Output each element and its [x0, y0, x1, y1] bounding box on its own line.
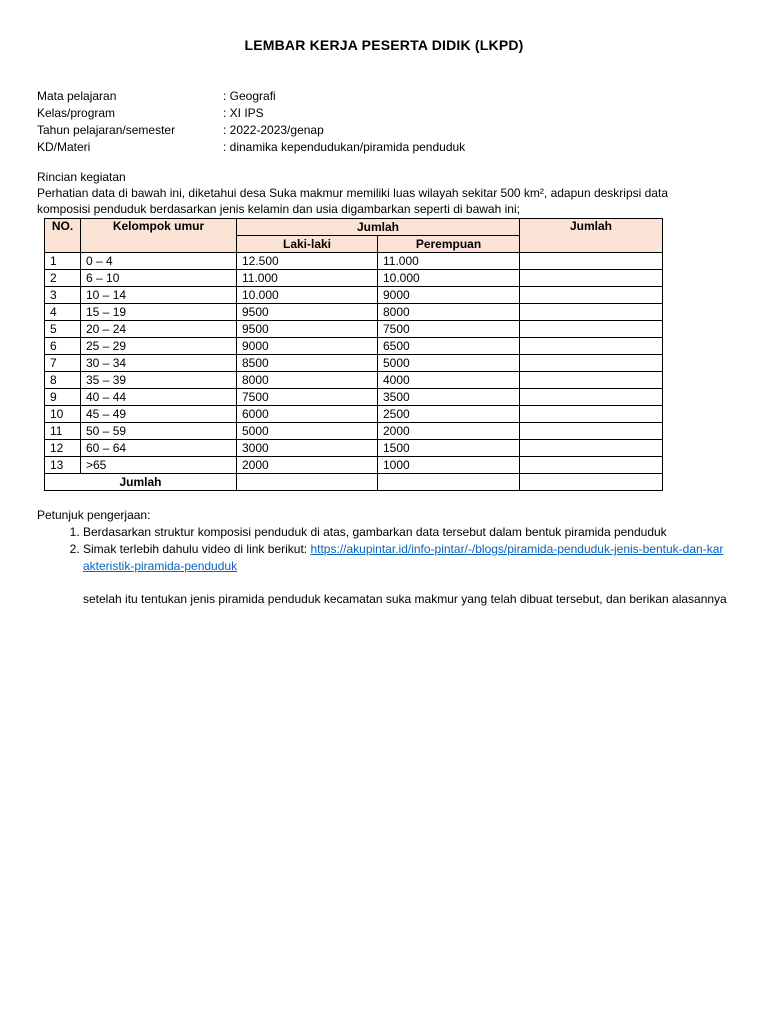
table-row: [45, 338, 663, 355]
cell-laki-laki: 8500: [237, 355, 378, 372]
table-row: [45, 423, 663, 440]
info-label: Mata pelajaran: [37, 89, 117, 103]
cell-jumlah: [520, 372, 663, 389]
cell-jumlah: [520, 304, 663, 321]
cell-kelompok-umur: 25 – 29: [81, 338, 237, 355]
cell-laki-laki: 5000: [237, 423, 378, 440]
rincian-heading: Rincian kegiatan: [37, 170, 126, 184]
instruction-text: Berdasarkan struktur komposisi penduduk di atas, gambarkan data tersebut dalam bentuk piramida penduduk: [83, 525, 667, 539]
cell-kelompok-umur: 10 – 14: [81, 287, 237, 304]
cell-no: 8: [45, 372, 81, 389]
cell-no: 12: [45, 440, 81, 457]
cell-laki-laki: 9500: [237, 304, 378, 321]
cell-laki-laki: 8000: [237, 372, 378, 389]
header-jumlah-group: Jumlah: [237, 219, 520, 236]
cell-no: 5: [45, 321, 81, 338]
info-label: KD/Materi: [37, 140, 91, 154]
table-row: [45, 440, 663, 457]
cell-kelompok-umur: 15 – 19: [81, 304, 237, 321]
footer-total-perempuan: [378, 474, 520, 491]
cell-no: 13: [45, 457, 81, 474]
video-link[interactable]: https://akupintar.id/info-pintar/-/blogs/piramida-penduduk-jenis-bentuk-dan-karakteristik-piramida-penduduk: [83, 542, 724, 573]
cell-jumlah: [520, 338, 663, 355]
cell-jumlah: [520, 253, 663, 270]
cell-laki-laki: 9000: [237, 338, 378, 355]
cell-no: 11: [45, 423, 81, 440]
cell-jumlah: [520, 321, 663, 338]
info-block: [37, 88, 465, 156]
table-row: [45, 304, 663, 321]
cell-perempuan: 9000: [378, 287, 520, 304]
cell-perempuan: 5000: [378, 355, 520, 372]
info-value: : dinamika kependudukan/piramida penduduk: [223, 140, 466, 154]
cell-kelompok-umur: 20 – 24: [81, 321, 237, 338]
instructions-block: [37, 507, 727, 608]
followup-text: setelah itu tentukan jenis piramida penduduk kecamatan suka makmur yang telah dibuat tersebut, dan berikan alasannya: [83, 592, 727, 606]
cell-no: 10: [45, 406, 81, 423]
cell-no: 1: [45, 253, 81, 270]
cell-jumlah: [520, 287, 663, 304]
table-row: [45, 270, 663, 287]
info-row-mata-pelajaran: [37, 88, 465, 105]
table-row: [45, 389, 663, 406]
cell-laki-laki: 7500: [237, 389, 378, 406]
cell-kelompok-umur: 35 – 39: [81, 372, 237, 389]
table-row: [45, 457, 663, 474]
header-no: NO.: [45, 219, 81, 253]
cell-jumlah: [520, 406, 663, 423]
cell-jumlah: [520, 423, 663, 440]
cell-laki-laki: 3000: [237, 440, 378, 457]
info-row-tahun: [37, 122, 465, 139]
cell-laki-laki: 12.500: [237, 253, 378, 270]
cell-perempuan: 3500: [378, 389, 520, 406]
cell-perempuan: 10.000: [378, 270, 520, 287]
header-jumlah: Jumlah: [520, 219, 663, 253]
footer-total-jumlah: [520, 474, 663, 491]
cell-no: 2: [45, 270, 81, 287]
info-label: Kelas/program: [37, 106, 116, 120]
cell-laki-laki: 6000: [237, 406, 378, 423]
table-row: [45, 355, 663, 372]
header-laki-laki: Laki-laki: [237, 236, 378, 253]
cell-kelompok-umur: 0 – 4: [81, 253, 237, 270]
table-row: [45, 253, 663, 270]
instruction-item: [83, 541, 727, 575]
cell-no: 6: [45, 338, 81, 355]
cell-jumlah: [520, 389, 663, 406]
cell-jumlah: [520, 457, 663, 474]
table-row: [45, 406, 663, 423]
rincian-line: komposisi penduduk berdasarkan jenis kelamin dan usia digambarkan seperti di bawah ini;: [37, 202, 520, 216]
cell-perempuan: 8000: [378, 304, 520, 321]
rincian-description: [37, 185, 727, 217]
population-table: [44, 218, 663, 491]
table-footer-row: [45, 474, 663, 491]
cell-kelompok-umur: 50 – 59: [81, 423, 237, 440]
instruction-text: Simak terlebih dahulu video di link berikut:: [83, 542, 311, 556]
document-title: LEMBAR KERJA PESERTA DIDIK (LKPD): [244, 37, 524, 53]
info-row-kd: [37, 139, 465, 156]
cell-laki-laki: 2000: [237, 457, 378, 474]
cell-jumlah: [520, 270, 663, 287]
info-value: : Geografi: [223, 89, 276, 103]
instruction-list: [37, 524, 727, 575]
cell-perempuan: 6500: [378, 338, 520, 355]
info-value: : XI IPS: [223, 106, 264, 120]
footer-total-laki: [237, 474, 378, 491]
info-value: : 2022-2023/genap: [223, 123, 324, 137]
cell-laki-laki: 10.000: [237, 287, 378, 304]
info-row-kelas: [37, 105, 465, 122]
footer-jumlah-label: Jumlah: [45, 474, 237, 491]
cell-no: 4: [45, 304, 81, 321]
info-label: Tahun pelajaran/semester: [37, 123, 176, 137]
header-perempuan: Perempuan: [378, 236, 520, 253]
petunjuk-heading: Petunjuk pengerjaan:: [37, 508, 151, 522]
cell-perempuan: 1500: [378, 440, 520, 457]
table-row: [45, 287, 663, 304]
cell-perempuan: 2500: [378, 406, 520, 423]
cell-no: 9: [45, 389, 81, 406]
cell-kelompok-umur: 40 – 44: [81, 389, 237, 406]
cell-perempuan: 1000: [378, 457, 520, 474]
cell-perempuan: 2000: [378, 423, 520, 440]
cell-no: 3: [45, 287, 81, 304]
cell-kelompok-umur: 30 – 34: [81, 355, 237, 372]
table-row: [45, 372, 663, 389]
cell-laki-laki: 11.000: [237, 270, 378, 287]
cell-laki-laki: 9500: [237, 321, 378, 338]
cell-jumlah: [520, 440, 663, 457]
cell-perempuan: 11.000: [378, 253, 520, 270]
cell-kelompok-umur: 6 – 10: [81, 270, 237, 287]
cell-kelompok-umur: >65: [81, 457, 237, 474]
instruction-item: [83, 524, 727, 541]
cell-kelompok-umur: 45 – 49: [81, 406, 237, 423]
table-row: [45, 321, 663, 338]
cell-perempuan: 4000: [378, 372, 520, 389]
header-kelompok-umur: Kelompok umur: [81, 219, 237, 253]
cell-jumlah: [520, 355, 663, 372]
cell-perempuan: 7500: [378, 321, 520, 338]
cell-no: 7: [45, 355, 81, 372]
rincian-line: Perhatian data di bawah ini, diketahui desa Suka makmur memiliki luas wilayah sekitar 500 km², adapun deskripsi data: [37, 186, 668, 200]
table-header-row: [45, 219, 663, 236]
cell-kelompok-umur: 60 – 64: [81, 440, 237, 457]
